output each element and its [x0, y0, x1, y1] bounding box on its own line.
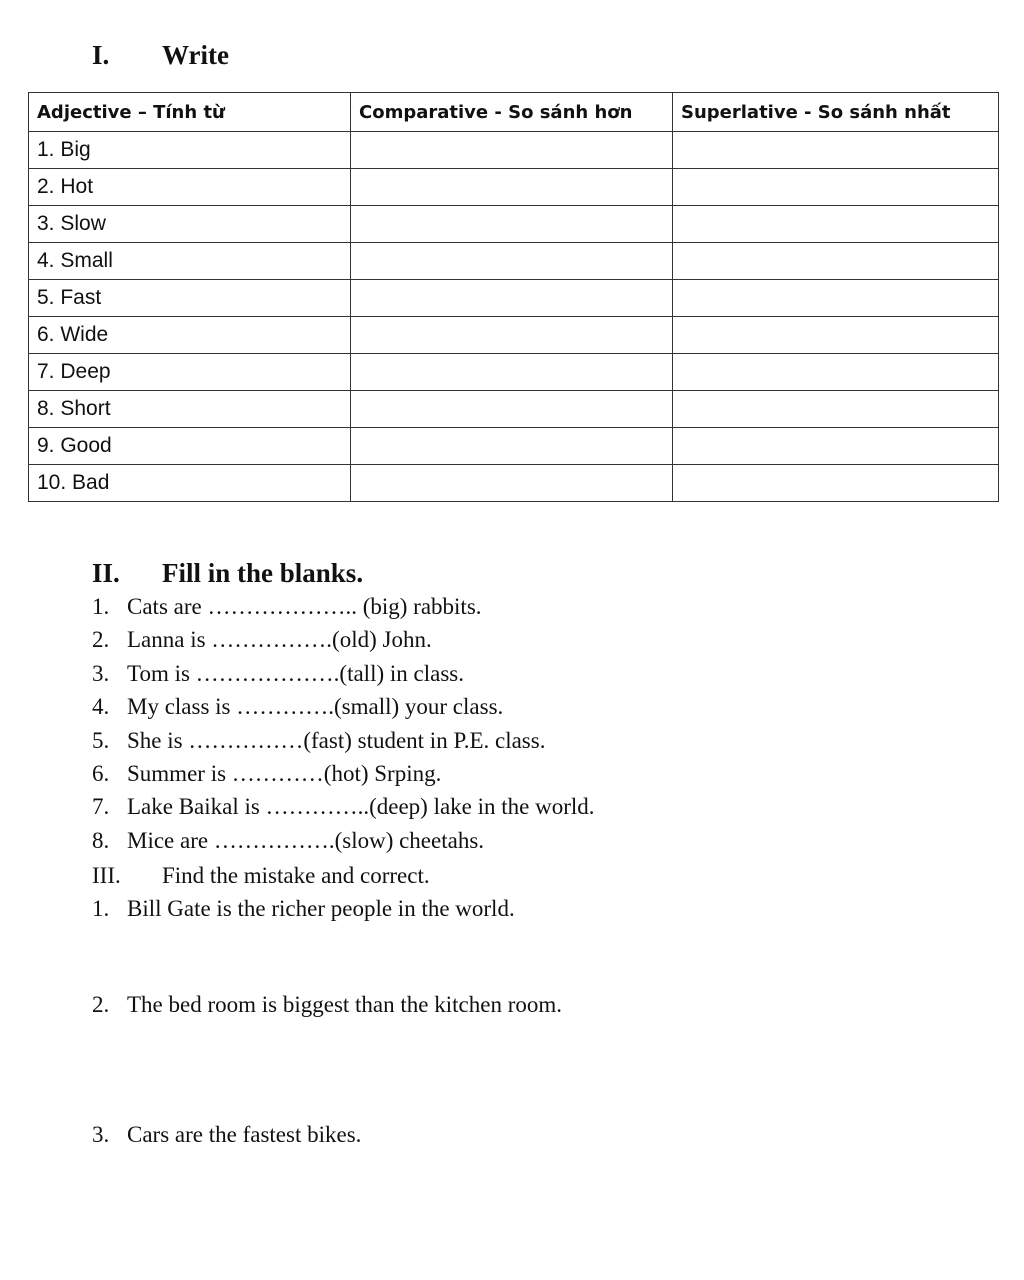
- comparative-cell[interactable]: [351, 391, 673, 428]
- item-number: 6.: [92, 760, 110, 786]
- list-item[interactable]: [92, 794, 595, 827]
- item-number: 8.: [92, 827, 110, 853]
- table-row: [29, 169, 999, 206]
- mistake-item[interactable]: [92, 992, 562, 1018]
- comparative-cell[interactable]: [351, 428, 673, 465]
- item-text: Tom is ……………….(tall) in class.: [127, 660, 464, 686]
- comparative-cell[interactable]: [351, 132, 673, 169]
- section-3-title: Find the mistake and correct.: [162, 863, 430, 888]
- table-row: [29, 391, 999, 428]
- item-number: 3.: [92, 1122, 110, 1147]
- superlative-cell[interactable]: [673, 206, 999, 243]
- section-2-title: Fill in the blanks.: [162, 558, 364, 588]
- list-item[interactable]: [92, 828, 595, 861]
- adjective-cell: 5. Fast: [29, 280, 351, 317]
- item-number: 1.: [92, 594, 110, 619]
- fill-blanks-list: [92, 594, 595, 861]
- superlative-cell[interactable]: [673, 428, 999, 465]
- comparative-cell[interactable]: [351, 280, 673, 317]
- superlative-cell[interactable]: [673, 317, 999, 354]
- list-item[interactable]: [92, 594, 595, 627]
- adjective-table: [28, 92, 999, 502]
- item-text: Bill Gate is the richer people in the world.: [127, 896, 515, 921]
- list-item[interactable]: [92, 728, 595, 761]
- section-1-heading: [92, 40, 229, 71]
- item-text: She is ……………(fast) student in P.E. class.: [127, 727, 546, 753]
- item-text: My class is ………….(small) your class.: [127, 694, 504, 720]
- list-item[interactable]: [92, 627, 595, 660]
- header-comparative: Comparative - So sánh hơn: [351, 93, 673, 132]
- adjective-cell: 6. Wide: [29, 317, 351, 354]
- section-1-number: I.: [92, 40, 110, 70]
- table-row: [29, 206, 999, 243]
- list-item[interactable]: [92, 761, 595, 794]
- table-row: [29, 243, 999, 280]
- comparative-cell[interactable]: [351, 243, 673, 280]
- item-text: Cats are ……………….. (big) rabbits.: [127, 594, 482, 619]
- table-row: [29, 280, 999, 317]
- superlative-cell[interactable]: [673, 354, 999, 391]
- superlative-cell[interactable]: [673, 132, 999, 169]
- table-row: [29, 465, 999, 502]
- adjective-cell: 9. Good: [29, 428, 351, 465]
- mistake-item[interactable]: [92, 1122, 361, 1148]
- item-number: 5.: [92, 727, 110, 753]
- item-number: 2.: [92, 992, 110, 1017]
- item-number: 3.: [92, 660, 110, 686]
- mistake-item[interactable]: [92, 896, 515, 922]
- header-superlative: Superlative - So sánh nhất: [673, 93, 999, 132]
- section-2-heading: [92, 558, 363, 589]
- adjective-cell: 3. Slow: [29, 206, 351, 243]
- header-adjective: Adjective – Tính từ: [29, 93, 351, 132]
- comparative-cell[interactable]: [351, 169, 673, 206]
- item-number: 1.: [92, 896, 110, 921]
- table-row: [29, 428, 999, 465]
- list-item[interactable]: [92, 661, 595, 694]
- superlative-cell[interactable]: [673, 169, 999, 206]
- section-3-number: III.: [92, 863, 121, 888]
- superlative-cell[interactable]: [673, 465, 999, 502]
- adjective-cell: 8. Short: [29, 391, 351, 428]
- superlative-cell[interactable]: [673, 391, 999, 428]
- item-text: The bed room is biggest than the kitchen room.: [127, 992, 562, 1017]
- table-header-row: [29, 93, 999, 132]
- item-text: Lanna is …………….(old) John.: [127, 627, 432, 653]
- comparative-cell[interactable]: [351, 206, 673, 243]
- table-row: [29, 132, 999, 169]
- table-row: [29, 317, 999, 354]
- adjective-cell: 2. Hot: [29, 169, 351, 206]
- adjective-cell: 4. Small: [29, 243, 351, 280]
- section-3-heading: [92, 863, 430, 889]
- section-1-title: Write: [162, 40, 229, 70]
- section-2-number: II.: [92, 558, 120, 588]
- comparative-cell[interactable]: [351, 465, 673, 502]
- comparative-cell[interactable]: [351, 317, 673, 354]
- item-number: 7.: [92, 794, 110, 820]
- superlative-cell[interactable]: [673, 280, 999, 317]
- adjective-cell: 10. Bad: [29, 465, 351, 502]
- item-text: Cars are the fastest bikes.: [127, 1122, 362, 1147]
- item-text: Summer is …………(hot) Srping.: [127, 760, 442, 786]
- adjective-cell: 7. Deep: [29, 354, 351, 391]
- list-item[interactable]: [92, 694, 595, 727]
- item-number: 4.: [92, 694, 110, 720]
- item-text: Mice are …………….(slow) cheetahs.: [127, 827, 485, 853]
- table-row: [29, 354, 999, 391]
- item-number: 2.: [92, 627, 110, 653]
- comparative-cell[interactable]: [351, 354, 673, 391]
- item-text: Lake Baikal is …………..(deep) lake in the world.: [127, 794, 595, 820]
- adjective-cell: 1. Big: [29, 132, 351, 169]
- superlative-cell[interactable]: [673, 243, 999, 280]
